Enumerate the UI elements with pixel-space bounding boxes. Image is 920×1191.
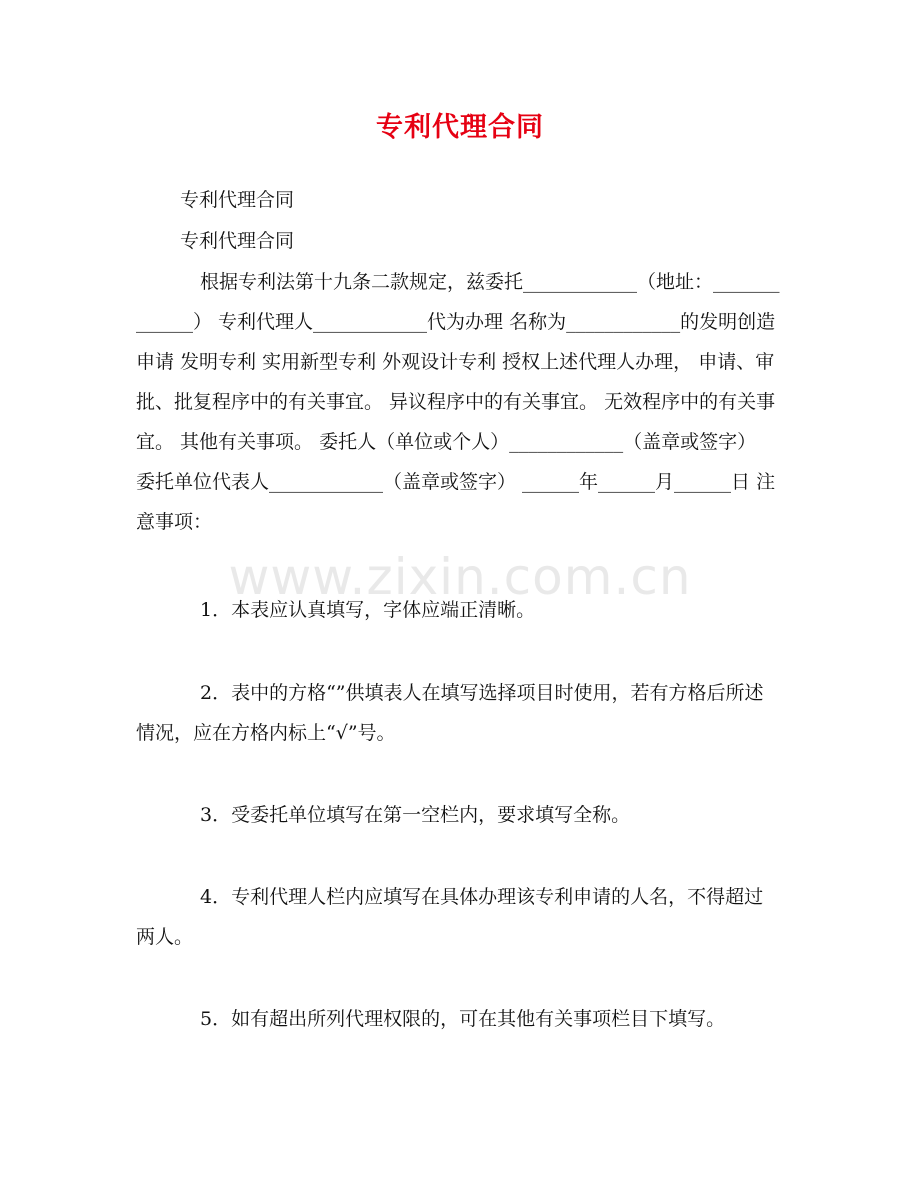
document-title: 专利代理合同 — [376, 112, 544, 143]
subtitle-line-2: 专利代理合同 — [180, 230, 295, 252]
site-watermark: www.zixin.com.cn — [228, 548, 692, 606]
subtitle-line-1: 专利代理合同 — [180, 189, 295, 211]
note-item-4: 4．专利代理人栏内应填写在具体办理该专利申请的人名，不得超过两人。 — [136, 886, 764, 948]
note-item-1: 1．本表应认真填写，字体应端正清晰。 — [200, 599, 536, 621]
contract-main-paragraph: 根据专利法第十九条二款规定，兹委托____________（地址：_____________） 专利代理人____________代为办理 名称为____________的发明创造 申请 发明专利 实用新型专利 外观设计专利 授权上述代理人办理， 申请、审批、批复程序中的有关事宜。 异议程序中的有关事宜。 无效程序中的有关事宜。 其他有关事项。 委托人（单位或个人）____________（盖章或签字） 委托单位代表人____________（盖章或签字） ______年______月______日 注意事项： — [136, 271, 780, 533]
note-item-5: 5．如有超出所列代理权限的，可在其他有关事项栏目下填写。 — [200, 1008, 726, 1030]
note-item-2: 2．表中的方格“”供填表人在填写选择项目时使用，若有方格后所述情况，应在方格内标上“√”号。 — [136, 682, 764, 744]
note-item-3: 3．受委托单位填写在第一空栏内，要求填写全称。 — [200, 804, 631, 826]
